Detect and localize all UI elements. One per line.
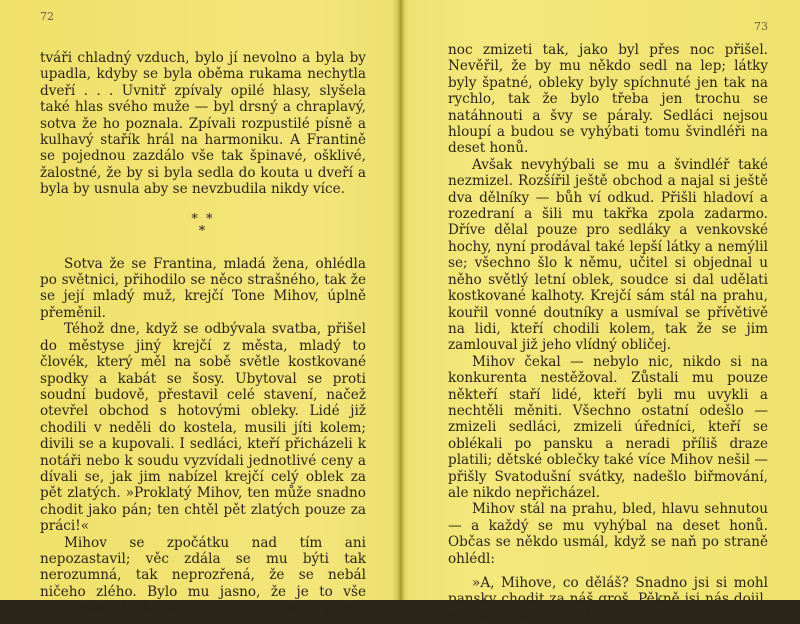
paragraph: tváři chladný vzduch, bylo jí nevolno a byla by upadla, kdyby se byla oběma rukama nechytla dveří . . . Uvnitř zpívaly opilé hlasy, slyšela také hlas svého muže — byl drsný a chraplavý, sotva že ho poznala. Zpívali rozpustilé písně a kulhavý stařík hrál na harmoniku. A Frantině se pojednou zazdálo vše tak špinavé, ošklivé, žalostné, že by si byla sedla do kouta u dveří a byla by usnula aby se nevzbudila nikdy více.	[40, 50, 366, 198]
right-page-text	[448, 42, 768, 624]
paragraph: noc zmizeti tak, jako byl přes noc přišel. Nevěřil, že by mu někdo sedl na lep; látky byly špatné, obleky byly spíchnuté jen tak na rychlo, tak že bylo třeba jen trochu se natáhnouti a švy se páraly. Sedláci nejsou hloupí a budou se vyhýbati tomu švindléři na deset honů.	[448, 42, 768, 157]
paragraph: Avšak nevyhýbali se mu a švindléř také nezmizel. Rozšířil ještě obchod a najal si ještě dva dělníky — bůh ví odkud. Přišli hladoví a rozedraní a šili mu takřka zpola zadarmo. Dříve dělal pouze pro sedláky a venkovské hochy, nyní prodával také lepší látky a nemýlil se; všechno šlo k němu, učitel si objednal u něho světlý letní oblek, soudce si dal udělati kostkované kalhoty. Krejčí sám stál na prahu, kouřil vonné doutníky a usmíval se přívětivě na lidi, kteří chodili kolem, tak že se jim zamlouval již jeho vlídný obličej.	[448, 156, 768, 354]
separator-stars-bottom: *	[198, 223, 208, 239]
separator-stars-top: * *	[191, 211, 215, 227]
paragraph: Sotva že se Frantina, mladá žena, ohlédla po světnici, přihodilo se něco strašného, tak že se její mladý muž, krejčí Tone Mihov, úplně přeměnil.	[40, 255, 366, 321]
section-separator	[40, 211, 366, 239]
paragraph: Mihov čekal — nebylo nic, nikdo si na konkurenta nestěžoval. Zůstali mu pouze někteří staří lidé, kteří byli mu uvykli a nechtěli měniti. Všechno ostatní odešlo — zmizeli sedláci, zmizeli úředníci, kteří se oblékali po pansku a neradi příliš draze platili; dětské oblečky také více Mihov nešil — přišly Svatodušní svátky, nadešlo biřmování, ale nikdo nepřicházel.	[448, 353, 768, 501]
paragraph: Mihov stál na prahu, bled, hlavu sehnutou — a každý se mu vyhýbal na deset honů. Občas se někdo usmál, když se naň po straně ohlédl:	[448, 501, 768, 567]
page-number-right: 73	[754, 20, 768, 33]
paragraph: Téhož dne, když se odbývala svatba, přišel do městyse jiný krejčí z města, mladý to človék, který měl na sobě světle kostkované spodky a kabát se šosy. Ubytoval se proti soudní budově, přestavil celé stavení, načež otevřel obchod s hotovými obleky. Lidé již chodili v neděli do kostela, musili jíti kolem; divili se a kupovali. I sedláci, kteří přicházeli k notáři nebo k soudu vyzvídali jednotlivé ceny a dívali se, jak jim nabízel krejčí celý oblek za pět zlatých. »Proklatý Mihov, ten může snadno chodit jako pán; ten chtěl pět zlatých pouze za práci!«	[40, 321, 366, 535]
page-number-left: 72	[40, 10, 54, 23]
right-page	[402, 0, 800, 624]
paragraph: »A, Mihove, co děláš? Snadno jsi si mohl pansky chodit za náš groš. Pěkně jsi nás dojil, proklatý Mihove, dobře se ti stalo!«	[448, 575, 768, 624]
left-page-text	[40, 50, 366, 617]
left-page	[0, 0, 398, 617]
paragraph: Mihov se zpočátku nad tím ani nepozastavil; věc zdála se mu býti tak nerozumná, tak neprozřená, že se nebál ničeho zlého. Bylo mu jasno, že je to vše dohromady kejklířství a že vetřelec musí přes	[40, 534, 366, 617]
